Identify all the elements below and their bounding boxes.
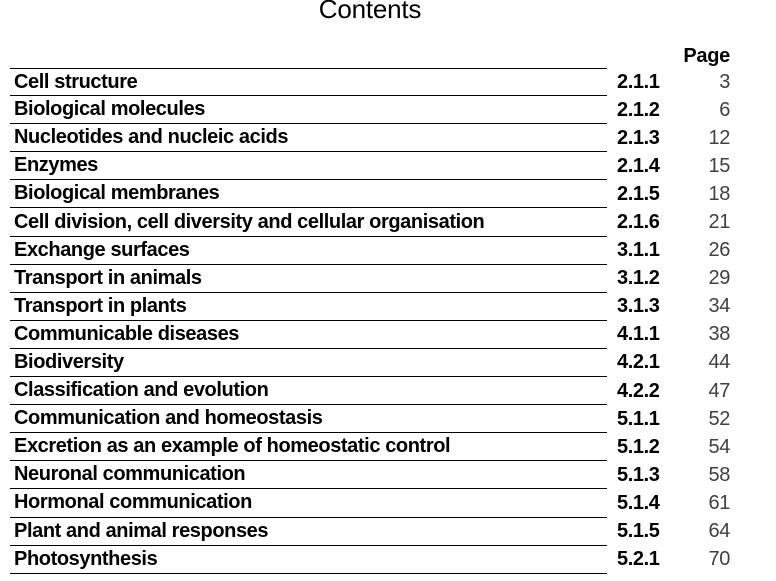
- toc-section-number: 4.2.1: [617, 351, 660, 374]
- toc-topic: Communicable diseases: [10, 321, 607, 349]
- toc-topic: Hormonal communication: [10, 489, 607, 517]
- toc-page-number: 52: [708, 407, 730, 430]
- contents-table: [10, 68, 730, 574]
- toc-page-number: 58: [708, 463, 730, 486]
- page-title: Contents: [318, 0, 422, 24]
- toc-page-number: 47: [708, 379, 730, 402]
- toc-row: [10, 377, 730, 405]
- toc-row: [10, 293, 730, 321]
- toc-row: [10, 405, 730, 433]
- toc-page-number: 3: [719, 70, 730, 93]
- toc-row: [10, 180, 730, 208]
- toc-topic: Plant and animal responses: [10, 518, 607, 546]
- toc-row: [10, 433, 730, 461]
- toc-topic: Photosynthesis: [10, 546, 607, 574]
- toc-page-number: 54: [708, 435, 730, 458]
- toc-topic: Enzymes: [10, 152, 607, 180]
- toc-page-number: 70: [708, 548, 730, 571]
- toc-topic: Biological membranes: [10, 180, 607, 208]
- toc-page-number: 15: [708, 154, 730, 177]
- toc-topic: Cell division, cell diversity and cellular organisation: [10, 208, 607, 236]
- toc-page-number: 18: [708, 182, 730, 205]
- toc-topic: Transport in animals: [10, 265, 607, 293]
- toc-section-number: 5.1.2: [617, 435, 660, 458]
- toc-topic: Neuronal communication: [10, 461, 607, 489]
- toc-section-number: 3.1.3: [617, 295, 660, 318]
- toc-page-number: 26: [708, 239, 730, 262]
- toc-topic: Excretion as an example of homeostatic control: [10, 433, 607, 461]
- toc-row: [10, 321, 730, 349]
- toc-page-number: 44: [708, 351, 730, 374]
- toc-row: [10, 96, 730, 124]
- toc-page-number: 21: [708, 211, 730, 234]
- toc-section-number: 4.2.2: [617, 379, 660, 402]
- toc-row: [10, 489, 730, 517]
- toc-page-number: 6: [719, 98, 730, 121]
- toc-page-number: 61: [708, 491, 730, 514]
- toc-topic: Cell structure: [10, 68, 607, 96]
- toc-row: [10, 237, 730, 265]
- toc-row: [10, 124, 730, 152]
- toc-topic: Exchange surfaces: [10, 237, 607, 265]
- toc-topic: Biological molecules: [10, 96, 607, 124]
- toc-page-number: 29: [708, 267, 730, 290]
- toc-row: [10, 208, 730, 236]
- toc-section-number: 5.2.1: [617, 548, 660, 571]
- toc-topic: Communication and homeostasis: [10, 405, 607, 433]
- toc-section-number: 5.1.1: [617, 407, 660, 430]
- toc-topic: Transport in plants: [10, 293, 607, 321]
- toc-section-number: 2.1.2: [617, 98, 660, 121]
- toc-row: [10, 152, 730, 180]
- toc-row: [10, 461, 730, 489]
- toc-topic: Classification and evolution: [10, 377, 607, 405]
- toc-row: [10, 349, 730, 377]
- toc-section-number: 3.1.1: [617, 239, 660, 262]
- toc-section-number: 5.1.3: [617, 463, 660, 486]
- toc-row: [10, 518, 730, 546]
- toc-page-number: 38: [708, 323, 730, 346]
- page-column-header: Page: [683, 45, 730, 67]
- toc-page-number: 64: [708, 520, 730, 543]
- contents-page: [10, 0, 730, 574]
- toc-row: [10, 265, 730, 293]
- toc-topic: Nucleotides and nucleic acids: [10, 124, 607, 152]
- toc-section-number: 3.1.2: [617, 267, 660, 290]
- toc-section-number: 5.1.5: [617, 520, 660, 543]
- toc-section-number: 2.1.5: [617, 182, 660, 205]
- toc-row: [10, 546, 730, 574]
- toc-topic: Biodiversity: [10, 349, 607, 377]
- toc-section-number: 4.1.1: [617, 323, 660, 346]
- toc-section-number: 2.1.4: [617, 154, 660, 177]
- toc-section-number: 2.1.3: [617, 126, 660, 149]
- toc-page-number: 12: [708, 126, 730, 149]
- toc-section-number: 2.1.6: [617, 211, 660, 234]
- toc-row: [10, 68, 730, 96]
- toc-section-number: 5.1.4: [617, 491, 660, 514]
- toc-page-number: 34: [708, 295, 730, 318]
- toc-section-number: 2.1.1: [617, 70, 660, 93]
